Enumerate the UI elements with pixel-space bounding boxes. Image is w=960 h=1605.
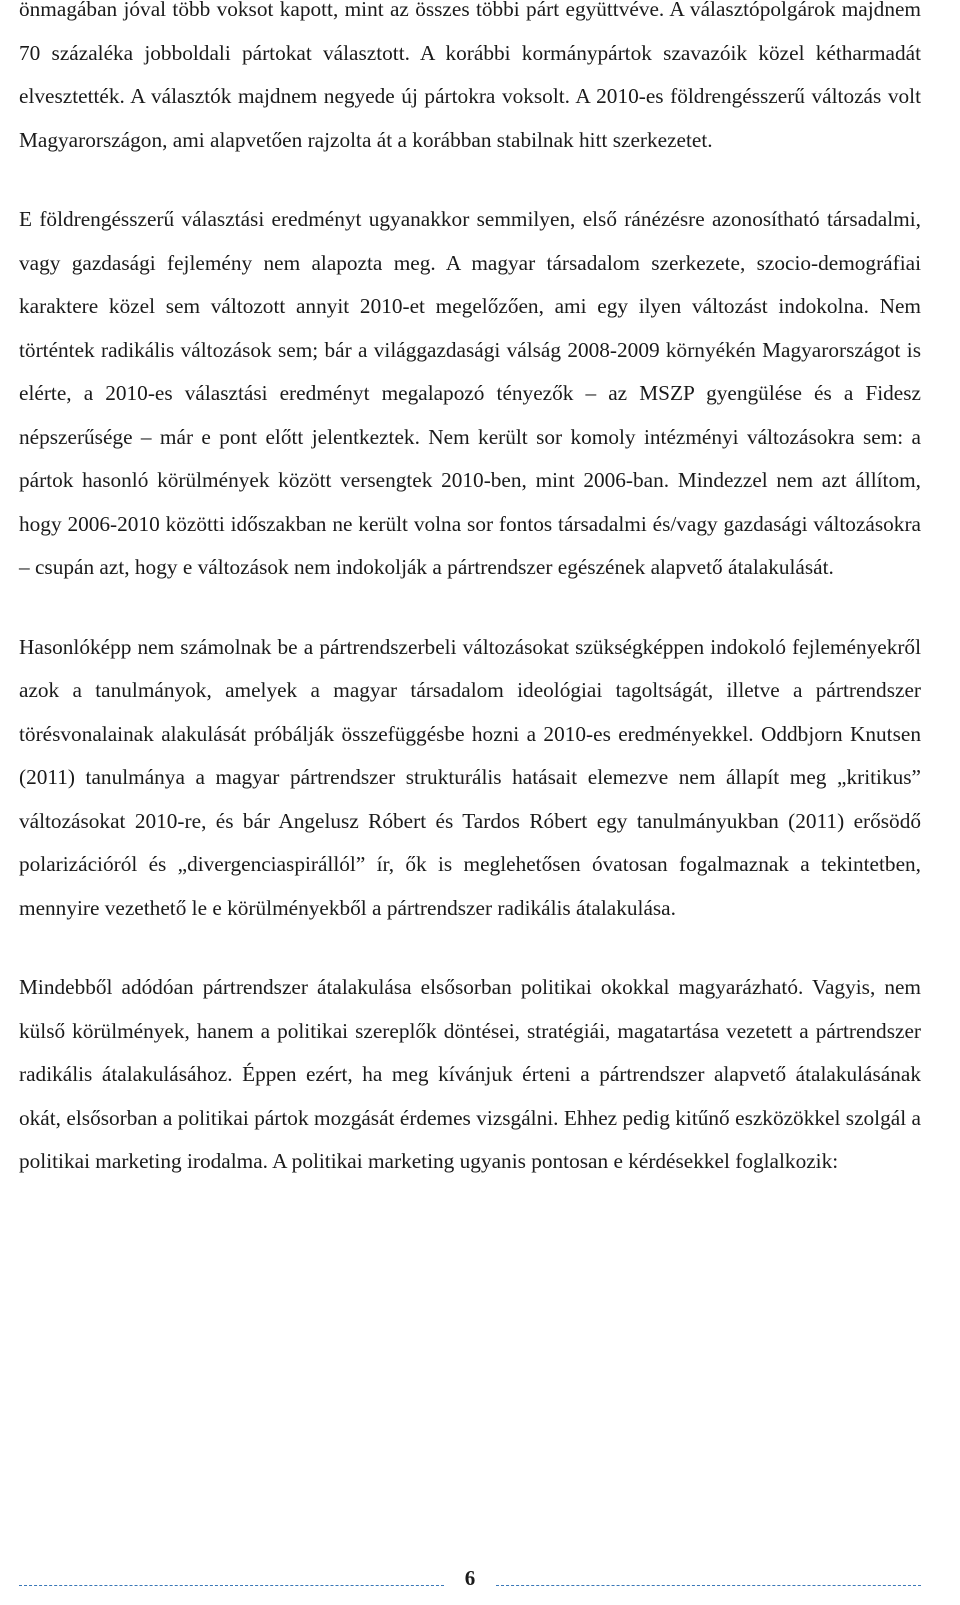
paragraph-4: Mindebből adódóan pártrendszer átalakulása elsősorban politikai okokkal magyarázható. Vagyis, nem külső körülmények, hanem a politikai szereplők döntései, stratégiái, magatartása vezetett a pártrendszer radikális átalakulásához. Éppen ezért, ha meg kívánjuk érteni a pártrendszer alapvető átalakulásának okát, elsősorban a politikai pártok mozgását érdemes vizsgálni. Ehhez pedig kitűnő eszközökkel szolgál a politikai marketing irodalma. A politikai marketing ugyanis pontosan e kérdésekkel foglalkozik: <box>19 975 921 1173</box>
paragraph-1: önmagában jóval több voksot kapott, mint az összes többi párt együttvéve. A választópolgárok majdnem 70 százaléka jobboldali pártokat választott. A korábbi kormánypártok szavazóik közel kétharmadát elvesztették. A választók majdnem negyede új pártokra voksolt. A 2010-es földrengésszerű változás volt Magyarországon, ami alapvetően rajzolta át a korábban stabilnak hitt szerkezetet. <box>19 0 921 152</box>
paragraph-2: E földrengésszerű választási eredményt ugyanakkor semmilyen, első ránézésre azonosítható társadalmi, vagy gazdasági fejlemény nem alapozta meg. A magyar társadalom szerkezete, szocio-demográfiai karaktere közel sem változott annyit 2010-et megelőzően, ami egy ilyen változást indokolna. Nem történtek radikális változások sem; bár a világgazdasági válság 2008-2009 környékén Magyarországot is elérte, a 2010-es választási eredményt megalapozó tényezők – az MSZP gyengülése és a Fidesz népszerűsége – már e pont előtt jelentkeztek. Nem került sor komoly intézményi változásokra sem: a pártok hasonló körülmények között versengtek 2010-ben, mint 2006-ban. Mindezzel nem azt állítom, hogy 2006-2010 közötti időszakban ne került volna sor fontos társadalmi és/vagy gazdasági változásokra – csupán azt, hogy e változások nem indokolják a pártrendszer egészének alapvető átalakulását. <box>19 207 921 579</box>
document-body <box>19 0 921 1184</box>
footer-rule-right <box>496 1585 921 1587</box>
page-number: 6 <box>464 1566 476 1590</box>
paragraph-3: Hasonlóképp nem számolnak be a pártrendszerbeli változásokat szükségképpen indokoló fejleményekről azok a tanulmányok, amelyek a magyar társadalom ideológiai tagoltságát, illetve a pártrendszer törésvonalainak alakulását próbálják összefüggésbe hozni a 2010-es eredményekkel. Oddbjorn Knutsen (2011) tanulmánya a magyar pártrendszer strukturális hatásait elemezve nem állapít meg „kritikus” változásokat 2010-re, és bár Angelusz Róbert és Tardos Róbert egy tanulmányukban (2011) erősödő polarizációról és „divergenciaspirállól” ír, ők is meglehetősen óvatosan fogalmaznak a tekintetben, mennyire vezethető le e körülményekből a pártrendszer radikális átalakulása. <box>19 634 921 920</box>
footer-rule-left <box>19 1585 444 1587</box>
